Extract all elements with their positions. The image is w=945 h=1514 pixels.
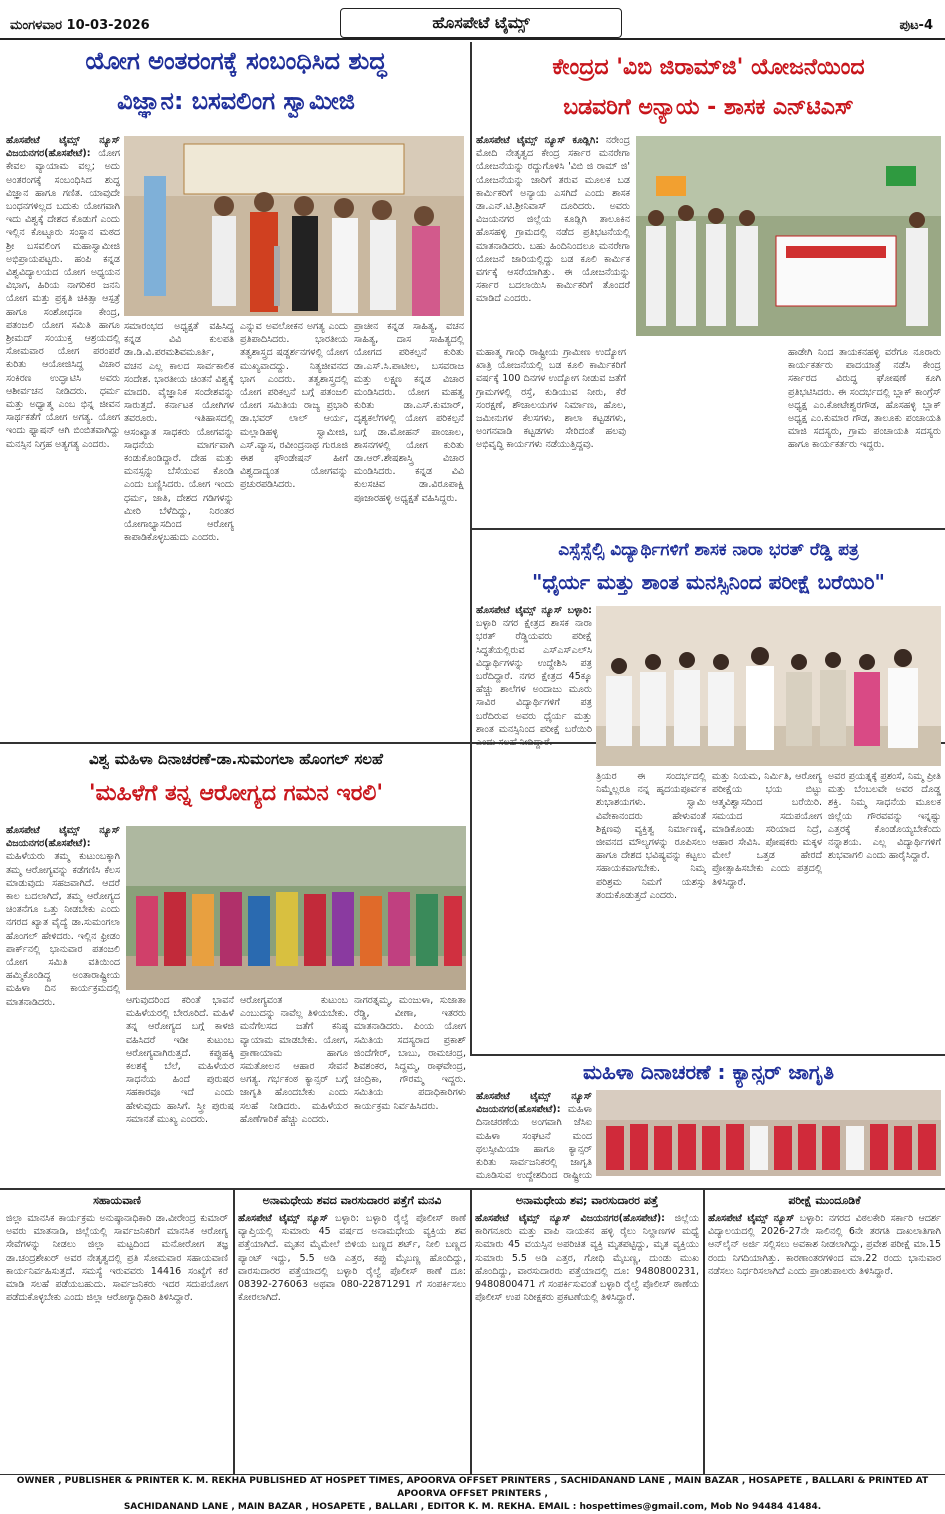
anon2-body: ಹೊಸಪೇಟೆ ಟೈಮ್ಸ್ ನ್ಯೂಸ್ ವಿಜಯನಗರ(ಹೊಸಪೇಟೆ): ಜಿಲ್ಲೆಯ ಕಾರಿಗನೂರು ಮತ್ತು ವಾಪಿ ನಾಯಕನ ಹಳ್ಳಿ ರೈಲು ನಿಲ್ದಾಣಗಳ ಮಧ್ಯೆ ಸುಮಾರು 45 ವಯಸ್ಸಿನ ಅಪರಿಚಿತ ವ್ಯಕ್ತಿ ಮೃತಪಟ್ಟಿದ್ದು, ಮೃತ ವ್ಯಕ್ತಿಯು ಸುಮಾರು 5.5 ಅಡಿ ಎತ್ತರ, ಗೋಧಿ ಮೈಬಣ್ಣ, ದುಂಡು ಮುಖ ಹೊಂದಿದ್ದು, ವಾರಸುದಾರರು ಪತ್ತೆಯಾದಲ್ಲಿ ದೂ: 9480800231, 9480800471 ಗೆ ಸಂಪರ್ಕಿಸುವಂತೆ ಬಳ್ಳಾರಿ ರೈಲ್ವೆ ಪೊಲೀಸ್ ಠಾಣೆಯ ಪೊಲೀಸ್ ಉಪ ನಿರೀಕ್ಷಕರು ಪ್ರಕಟಣೆಯಲ್ಲಿ ತಿಳಿಸಿದ್ದಾರೆ. <box>475 1213 699 1304</box>
sslc-col-2: ತ್ರಿಯರ ಈ ಸಂದರ್ಭದಲ್ಲಿ ನಿಮ್ಮೆಲ್ಲರೂ ನನ್ನ ಹೃದಯಪೂರ್ವಕ ಶುಭಾಶಯಗಳು. ಸ್ವಾಮಿ ವಿವೇಕಾನಂದರು ಹೇಳುವಂತೆ ಶಿಕ್ಷಣವು ವ್ಯಕ್ತಿತ್ವ ನಿರ್ಮಾಣಕ್ಕೆ, ಜೀವನದ ಮೌಲ್ಯಗಳನ್ನು ರೂಪಿಸಲು ಹಾಗೂ ದೇಶದ ಭವಿಷ್ಯವನ್ನು ಕಟ್ಟಲು ಸಹಾಯಕವಾಗಬೇಕು. ನಿಮ್ಮ ಪರಿಶ್ರಮ ನಿಮಗೆ ಯಶಸ್ಸು ತಂದುಕೊಡುತ್ತದೆ ಎಂದರು. <box>596 771 706 901</box>
dateline: ಹೊಸಪೇಟೆ ಟೈಮ್ಸ್ ನ್ಯೂಸ್ ವಿಜಯನಗರ(ಹೊಸಪೇಟೆ): <box>475 1213 665 1224</box>
yoga-col-1: ಹೊಸಪೇಟೆ ಟೈಮ್ಸ್ ನ್ಯೂಸ್ ವಿಜಯನಗರ(ಹೊಸಪೇಟೆ): ಯೋಗ ಕೇವಲ ವ್ಯಾಯಾಮ ವಲ್ಲ; ಅದು ಅಂತರಂಗಕ್ಕೆ ಸಂಬಂಧಿಸಿದ ಶುದ್ಧ ವಿಜ್ಞಾನ ಹಾಗೂ ಗಣಿತ. ಯಾವುದೇ ಬಂಧನಗಳಿಲ್ಲದ ಬದುಕು ಯೋಗವಾಗಿ ಇದು ವಿಶ್ವಕ್ಕೆ ದೇಶದ ಕೊಡುಗೆ ಎಂದು ಇಲ್ಲಿನ ಕೊಟ್ಟೂರು ಸಂಸ್ಥಾನ ಮಠದ ಶ್ರೀ ಬಸವಲಿಂಗ ಮಹಾಸ್ವಾಮೀಜಿ ಅಭಿಪ್ರಾಯಪಟ್ಟರು. ಹಂಪಿ ಕನ್ನಡ ವಿಶ್ವವಿದ್ಯಾಲಯದ ಯೋಗ ಅಧ್ಯಯನ ವಿಭಾಗ, ಹಿರಿಯ ನಾಗರಿಕರ ಜನನಿ ಯೋಗ ಮತ್ತು ಪ್ರಕೃತಿ ಚಿಕಿತ್ಸಾ ಆಸ್ಪತ್ರೆ ಹಾಗೂ ಸಂಶೋಧನಾ ಕೇಂದ್ರ, ಪತಂಜಲಿ ಯೋಗ ಸಮಿತಿ ಹಾಗೂ ಶ್ರೀಮದ್ ಸಂಯುಕ್ತ ಆಶ್ರಯದಲ್ಲಿ ಸೋಮವಾರ ಯೋಗ ಪರಂಪರೆ ಕುರಿತು ಆಯೋಜಿಸಿದ್ದ ವಿಚಾರ ಸಂಕಿರಣ ಉದ್ಘಾಟಿಸಿ ಅವರು ಆಶೀರ್ವಚನ ನೀಡಿದರು. ಧರ್ಮ ಮತ್ತು ಅಧ್ಯಾತ್ಮ ಎಂಬ ಭಿನ್ನ ಜೀವನ ಸಾರ್ಥಕತೆಗೆ ಯೋಗ ಅಗತ್ಯ. ಯೋಗ ಇಂದು ಫ್ಯಾಷನ್ ಆಗಿ ಬಿಂಬಿತವಾಗಿದ್ದು ಮನಸ್ಸಿನ ನಿಗ್ರಹ ಅತ್ಯಗತ್ಯ ಎಂದರು. <box>6 135 120 450</box>
sslc-col-1b <box>476 838 592 1050</box>
dateline: ಹೊಸಪೇಟೆ ಟೈಮ್ಸ್ ನ್ಯೂಸ್ ವಿಜಯನಗರ(ಹೊಸಪೇಟೆ): <box>476 1091 592 1116</box>
sslc-col-1: ಹೊಸಪೇಟೆ ಟೈಮ್ಸ್ ನ್ಯೂಸ್ ಬಳ್ಳಾರಿ: ಬಳ್ಳಾರಿ ನಗರ ಕ್ಷೇತ್ರದ ಶಾಸಕ ನಾರಾ ಭರತ್ ರೆಡ್ಡಿಯವರು ಪರೀಕ್ಷೆ ಸಿದ್ಧತೆಯಲ್ಲಿರುವ ಎಸ್‌ಎಸ್‌ಎಲ್‌ಸಿ ವಿದ್ಯಾರ್ಥಿಗಳನ್ನು ಉದ್ದೇಶಿಸಿ ಪತ್ರ ಬರೆದಿದ್ದಾರೆ. ನಗರ ಕ್ಷೇತ್ರದ 45ಕ್ಕೂ ಹೆಚ್ಚು ಶಾಲೆಗಳ ಅಂದಾಜು ಮೂರು ಸಾವಿರ ವಿದ್ಯಾರ್ಥಿಗಳಿಗೆ ಪತ್ರ ಬರೆದಿರುವ ಅವರು ಧೈರ್ಯ ಮತ್ತು ಶಾಂತ ಮನಸ್ಸಿನಿಂದ ಪರೀಕ್ಷೆ ಬರೆಯಿರಿ ಎಂದು ಸಲಹೆ ನೀಡಿದ್ದಾರೆ. <box>476 605 592 749</box>
vbg-col-1: ಹೊಸಪೇಟೆ ಟೈಮ್ಸ್ ನ್ಯೂಸ್ ಕೂಡ್ಲಿಗಿ: ನರೇಂದ್ರ ಮೋದಿ ನೇತೃತ್ವದ ಕೇಂದ್ರ ಸರ್ಕಾರ ಮನರೇಗಾ ಯೋಜನೆಯನ್ನು ರದ್ದುಗೊಳಿಸಿ 'ವಿಬಿ ಜಿ ರಾಮ್ ಜಿ' ಯೋಜನೆಯನ್ನು ಜಾರಿಗೆ ತರುವ ಮೂಲಕ ಬಡ ಕಾರ್ಮಿಕರಿಗೆ ಅನ್ಯಾಯ ಎಸಗಿದೆ ಎಂದು ಶಾಸಕ ಡಾ.ಎನ್.ಟಿ.ಶ್ರೀನಿವಾಸ್ ದೂರಿದರು. ಅವರು ವಿಜಯನಗರ ಜಿಲ್ಲೆಯ ಕೂಡ್ಲಿಗಿ ತಾಲೂಕಿನ ಹೊಸಹಳ್ಳಿ ಗ್ರಾಮದಲ್ಲಿ ನಡೆದ ಪ್ರತಿಭಟನೆಯಲ್ಲಿ ಮಾತನಾಡಿದರು. ಬಹು ಹಿಂದಿನಿಂದಲೂ ಮನರೇಗಾ ಯೋಜನೆ ಜಾರಿಯಲ್ಲಿದ್ದು ಬಡ ಕೂಲಿ ಕಾರ್ಮಿಕ ವರ್ಗಕ್ಕೆ ಆಸರೆಯಾಗಿತ್ತು. ಈ ಯೋಜನೆಯನ್ನು ಸರ್ಕಾರ ಬದಲಾಯಿಸಿ ಕಾರ್ಮಿಕರಿಗೆ ತೊಂದರೆ ಮಾಡಿದೆ ಎಂದರು. <box>476 135 630 305</box>
vbg-headline-1: ಕೇಂದ್ರದ 'ವಿಬಿ ಜಿರಾಮ್‌ಜಿ' ಯೋಜನೆಯಿಂದ <box>552 55 865 80</box>
yoga-event-photo <box>124 136 464 316</box>
yoga-headline-2: ವಿಜ್ಞಾನ: ಬಸವಲಿಂಗ ಸ್ವಾಮೀಜಿ <box>117 87 355 115</box>
dateline: ಹೊಸಪೇಟೆ ಟೈಮ್ಸ್ ನ್ಯೂಸ್ ಕೂಡ್ಲಿಗಿ: <box>476 135 599 146</box>
divider <box>470 1054 945 1056</box>
divider <box>470 528 945 530</box>
protest-photo <box>636 136 941 336</box>
masthead <box>0 0 945 40</box>
sslc-col-4: ಅವರ ಪ್ರಯತ್ನಕ್ಕೆ ಪ್ರಶಂಸೆ, ನಿಮ್ಮ ಪ್ರೀತಿ ಮತ್ತು ಬೆಂಬಲವೇ ಅವರ ದೊಡ್ಡ ಶಕ್ತಿ. ನಿಮ್ಮ ಸಾಧನೆಯ ಮೂಲಕ ಜಿಲ್ಲೆಯ ಗೌರವವನ್ನು ಇನ್ನಷ್ಟು ಎತ್ತರಕ್ಕೆ ಕೊಂಡೊಯ್ಯಬೇಕೆಂದು ನನ್ನಾಶಯ. ಎಲ್ಲ ವಿದ್ಯಾರ್ಥಿಗಳಿಗೆ ಶುಭವಾಗಲಿ ಎಂದು ಹಾರೈಸಿದ್ದಾರೆ. <box>828 771 941 862</box>
yoga-col-2: ಸಮಾರಂಭದ ಅಧ್ಯಕ್ಷತೆ ವಹಿಸಿದ್ದ ಕನ್ನಡ ವಿವಿ ಕುಲಪತಿ ಡಾ.ಡಿ.ವಿ.ಪರಮಶಿವಮೂರ್ತಿ, ವಚನ ಎಲ್ಲ ಕಾಲದ ಸಾರ್ವಕಾಲಿಕ ಸಂದೇಶ. ಭಾರತೀಯ ಚಿಂತನೆ ವಿಶ್ವಕ್ಕೆ ಮಾದರಿ. ವೈಜ್ಞಾನಿಕ ಸಂದೇಶವನ್ನು ಸಾರುತ್ತದೆ. ಕರ್ನಾಟಕ ಯೋಗಿಗಳ ತವರೂರು. ಇತಿಹಾಸದಲ್ಲಿ ಆಸಂಖ್ಯಾತ ಸಾಧಕರು ಯೋಗವನ್ನು ಸಾಧನೆಯ ಮಾರ್ಗವಾಗಿ ಕಂಡುಕೊಂಡಿದ್ದಾರೆ. ದೇಹ ಮತ್ತು ಮನಸ್ಸನ್ನು ಬೆಸೆಯುವ ಕೊಂಡಿ ಎಂದು ಬಣ್ಣಿಸಿದರು. ಯೋಗ ಇಂದು ಧರ್ಮ, ಜಾತಿ, ದೇಶದ ಗಡಿಗಳನ್ನು ಮೀರಿ ಬೆಳೆದಿದ್ದು, ನಿರಂತರ ಯೋಗಾಭ್ಯಾಸದಿಂದ ಆರೋಗ್ಯ ಕಾಪಾಡಿಕೊಳ್ಳಬಹುದು ಎಂದರು. <box>124 321 234 544</box>
vbg-col-3: ಹಾಡೇಗಿ ನಿಂದ ತಾಯಕನಹಳ್ಳಿ ವರೆಗೂ ನೂರಾರು ಕಾರ್ಯಕರ್ತರು ಪಾದಯಾತ್ರೆ ನಡೆಸಿ ಕೇಂದ್ರ ಸರ್ಕಾರದ ವಿರುದ್ಧ ಘೋಷಣೆ ಕೂಗಿ ಪ್ರತಿಭಟಿಸಿದರು. ಈ ಸಂದರ್ಭದಲ್ಲಿ ಬ್ಲಾಕ್ ಕಾಂಗ್ರೆಸ್ ಅಧ್ಯಕ್ಷ ಎಂ.ಕೋಟೇಶ್ವರಗೌಡ, ಹೊಸಹಳ್ಳಿ ಬ್ಲಾಕ್ ಅಧ್ಯಕ್ಷ ಎಂ.ಕುಮಾರ ಗೌಡ, ತಾಲೂಕು ಪಂಚಾಯತಿ ಮಾಜಿ ಸದಸ್ಯರು, ಗ್ರಾಮ ಪಂಚಾಯತಿ ಸದಸ್ಯರು ಹಾಗೂ ಕಾರ್ಯಕರ್ತರು ಇದ್ದರು. <box>788 347 941 451</box>
cancer-col-2 <box>600 1176 940 1186</box>
women-headline-1: ವಿಶ್ವ ಮಹಿಳಾ ದಿನಾಚರಣೆ-ಡಾ.ಸುಮಂಗಲಾ ಹೊಂಗಲ್ ಸಲಹೆ <box>88 750 384 768</box>
dateline: ಹೊಸಪೇಟೆ ಟೈಮ್ಸ್ ನ್ಯೂಸ್ <box>708 1213 795 1224</box>
women-headline-2: 'ಮಹಿಳೆಗೆ ತನ್ನ ಆರೋಗ್ಯದ ಗಮನ ಇರಲಿ' <box>88 781 384 806</box>
exam-body: ಹೊಸಪೇಟೆ ಟೈಮ್ಸ್ ನ್ಯೂಸ್ ಬಳ್ಳಾರಿ: ನಗರದ ವಿಠಲಕೇರಿ ಸರ್ಕಾರಿ ಆದರ್ಶ ವಿದ್ಯಾಲಯದಲ್ಲಿ 2026-27ನೇ ಸಾಲಿನಲ್ಲಿ 6ನೇ ತರಗತಿ ದಾಖಲಾತಿಗಾಗಿ ಆನ್‌ಲೈನ್ ಅರ್ಜಿ ಸಲ್ಲಿಸಲು ಅವಕಾಶ ನೀಡಲಾಗಿದ್ದು, ಪ್ರವೇಶ ಪರೀಕ್ಷೆ ಮಾ.15 ರಂದು ನಿಗದಿಯಾಗಿತ್ತು. ಕಾರಣಾಂತರಗಳಿಂದ ಮಾ.22 ರಂದು ಭಾನುವಾರ ನಡೆಸಲು ನಿರ್ಧರಿಸಲಾಗಿದೆ ಎಂದು ಪ್ರಾಂಶುಪಾಲರು ತಿಳಿಸಿದ್ದಾರೆ. <box>708 1213 941 1277</box>
yoga-headline-1: ಯೋಗ ಅಂತರಂಗಕ್ಕೆ ಸಂಬಂಧಿಸಿದ ಶುದ್ಧ <box>85 47 387 75</box>
vbg-headline-2: ಬಡವರಿಗೆ ಅನ್ಯಾಯ - ಶಾಸಕ ಎನ್‌ಟಿಎಸ್ <box>563 95 854 120</box>
cancer-col-1: ಹೊಸಪೇಟೆ ಟೈಮ್ಸ್ ನ್ಯೂಸ್ ವಿಜಯನಗರ(ಹೊಸಪೇಟೆ): ಮಹಿಳಾ ದಿನಾಚರಣೆಯ ಅಂಗವಾಗಿ ಜೆಸಿಐ ಮಹಿಳಾ ಸಂಘಟನೆ ಮಂದ ಥಲಸ್ಸೀಮಿಯಾ ಹಾಗೂ ಕ್ಯಾನ್ಸರ್ ಕುರಿತು ಸಾರ್ವಜನಿಕರಲ್ಲಿ ಜಾಗೃತಿ ಮೂಡಿಸುವ ಉದ್ದೇಶದಿಂದ ರಾಷ್ಟ್ರೀಯ <box>476 1091 592 1182</box>
cancer-awareness-photo <box>596 1090 941 1176</box>
anon2-title: ಅನಾಮಧೇಯ ಶವ; ವಾರಸುದಾರರ ಪತ್ತೆ <box>515 1194 659 1207</box>
imprint-footer <box>0 1474 945 1512</box>
divider <box>0 1188 945 1190</box>
divider <box>470 1188 472 1474</box>
sslc-headline-1: ಎಸ್ಸೆಸ್ಸೆಲ್ಸಿ ವಿದ್ಯಾರ್ಥಿಗಳಿಗೆ ಶಾಸಕ ನಾರಾ ಭರತ್ ರೆಡ್ಡಿ ಪತ್ರ <box>558 540 859 560</box>
women-col-4: ನಾಗರತ್ನಮ್ಮ, ಮಂಜುಳಾ, ಸುಜಾತಾ ರೆಡ್ಡಿ, ವೀಣಾ, ಇತರರು ಮಾತನಾಡಿದರು. ಪಿಂಯ ಯೋಗ ಸಮಿತಿಯ ಸದಸ್ಯರಾದ ಪ್ರಕಾಶ್ ಜಿಂದೆಗೇರ್, ಬಾಬು, ರಾಮಚಂದ್ರ, ಶಿವಶಂಕರ, ಸಿದ್ದಮ್ಮ, ರಾಘವೇಂದ್ರ, ಚಂದ್ರಿಕಾ, ಗೌರಮ್ಮ ಇದ್ದರು. ಸಮಿತಿಯ ಪದಾಧಿಕಾರಿಗಳು ಕಾರ್ಯಕ್ರಮ ನಿರ್ವಹಿಸಿದರು. <box>354 995 466 1112</box>
divider <box>703 1188 705 1474</box>
page-number: ಪುಟ-4 <box>899 18 933 33</box>
imprint-line-2: SACHIDANAND LANE , MAIN BAZAR , HOSAPETE , BALLARI , EDITOR K. M. REKHA. EMAIL : hospettimes@gmail.com, Mob No 94484 41484. <box>123 1502 822 1512</box>
women-col-3: ಆರೋಗ್ಯವಂತ ಕುಟುಂಬ ಎಂಬುದನ್ನು ನಾವೆಲ್ಲ ತಿಳಿಯಬೇಕು. ಮನೆಗೆಲಸದ ಜತೆಗೆ ಕನಿಷ್ಠ ವ್ಯಾಯಾಮ ಮಾಡಬೇಕು. ಯೋಗ, ಪ್ರಾಣಾಯಾಮ ಹಾಗೂ ಸಮತೋಲನ ಆಹಾರ ಸೇವನೆ ಅಗತ್ಯ. ಗರ್ಭಕಂಠ ಕ್ಯಾನ್ಸರ್ ಬಗ್ಗೆ ಜಾಗೃತಿ ಹೊಂದಬೇಕು ಎಂದು ಸಲಹೆ ನೀಡಿದರು. ಮಹಿಳೆಯರ ಹೊಣೆಗಾರಿಕೆ ಹೆಚ್ಚು ಎಂದರು. <box>240 995 348 1125</box>
imprint-line-1: OWNER , PUBLISHER & PRINTER K. M. REKHA PUBLISHED AT HOSPET TIMES, APOORVA OFFSET PRINTERS , SACHIDANAND LANE , MAIN BAZAR , HOSAPETE , BALLARI & PRINTED AT APOORVA OFFSET PRINTERS , <box>16 1476 929 1499</box>
sslc-col-3: ಮತ್ತು ನಿಯಮ, ನಿರ್ಮಿತಿ, ಆರೋಗ್ಯ ಪರೀಕ್ಷೆಯ ಭಯ ಬಿಟ್ಟು ಆತ್ಮವಿಶ್ವಾಸದಿಂದ ಬರೆಯಿರಿ. ಸಮಯದ ಸದುಪಯೋಗ ಮಾಡಿಕೊಂಡು ಸರಿಯಾದ ನಿದ್ರೆ, ಆಹಾರ ಸೇವಿಸಿ. ಪೋಷಕರು ಮಕ್ಕಳ ಮೇಲೆ ಒತ್ತಡ ಹೇರದೆ ಪ್ರೋತ್ಸಾಹಿಸಬೇಕು ಎಂದು ಪತ್ರದಲ್ಲಿ ತಿಳಿಸಿದ್ದಾರೆ. <box>712 771 822 888</box>
vbg-col-2: ಮಹಾತ್ಮ ಗಾಂಧಿ ರಾಷ್ಟ್ರೀಯ ಗ್ರಾಮೀಣ ಉದ್ಯೋಗ ಖಾತ್ರಿ ಯೋಜನೆಯಲ್ಲಿ ಬಡ ಕೂಲಿ ಕಾರ್ಮಿಕರಿಗೆ ವರ್ಷಕ್ಕೆ 100 ದಿನಗಳ ಉದ್ಯೋಗ ನೀಡುವ ಜತೆಗೆ ಗ್ರಾಮಗಳಲ್ಲಿ ರಸ್ತೆ, ಕುಡಿಯುವ ನೀರು, ಕೆರೆ ಸಂರಕ್ಷಣೆ, ಶೌಚಾಲಯಗಳ ನಿರ್ಮಾಣ, ಹೊಲ, ಜಮೀನುಗಳ ಕೆಲಸಗಳು, ಶಾಲಾ ಕಟ್ಟಡಗಳು, ಅಂಗನವಾಡಿ ಕಟ್ಟಡಗಳು ಸೇರಿದಂತೆ ಹಲವು ಅಭಿವೃದ್ಧಿ ಕಾರ್ಯಗಳು ನಡೆಯುತ್ತಿದ್ದವು. <box>476 347 626 451</box>
dateline: ಹೊಸಪೇಟೆ ಟೈಮ್ಸ್ ನ್ಯೂಸ್ <box>238 1213 329 1224</box>
divider <box>470 742 472 1054</box>
divider <box>233 1188 235 1474</box>
women-col-2: ಆಗುವುದರಿಂದ ಕರಿಂತೆ ಭಾವನೆ ಮಹಿಳೆಯರಲ್ಲಿ ಬೇರೂರಿದೆ. ಮಹಿಳೆ ತನ್ನ ಆರೋಗ್ಯದ ಬಗ್ಗೆ ಕಾಳಜಿ ವಹಿಸಿದರೆ ಇಡೀ ಕುಟುಂಬ ಆರೋಗ್ಯವಾಗಿರುತ್ತದೆ. ಕಪ್ಪುಹಕ್ಕಿ ಕಲಶಕ್ಕೆ ಬೆಲೆ, ಮಹಿಳೆಯರ ಸಾಧನೆಯ ಹಿಂದೆ ಪುರುಷರ ಸಹಕಾರವೂ ಇದೆ ಎಂದು ಹೇಳುವುದು ಹಾಸಿಗೆ. ಸ್ತ್ರೀ ಪುರುಷ ಸಮಾನತೆ ಮುಖ್ಯ ಎಂದರು. <box>126 995 234 1125</box>
sslc-headline-2: "ಧೈರ್ಯ ಮತ್ತು ಶಾಂತ ಮನಸ್ಸಿನಿಂದ ಪರೀಕ್ಷೆ ಬರೆಯಿರಿ" <box>532 570 885 594</box>
newspaper-title: ಹೊಸಪೇಟೆ ಟೈಮ್ಸ್ <box>340 8 622 38</box>
womens-day-photo <box>126 826 466 990</box>
anon1-body: ಹೊಸಪೇಟೆ ಟೈಮ್ಸ್ ನ್ಯೂಸ್ ಬಳ್ಳಾರಿ: ಬಳ್ಳಾರಿ ರೈಲ್ವೆ ಪೊಲೀಸ್ ಠಾಣೆ ವ್ಯಾಪ್ತಿಯಲ್ಲಿ ಸುಮಾರು 45 ವರ್ಷದ ಅನಾಮಧೇಯ ವ್ಯಕ್ತಿಯ ಶವ ಪತ್ತೆಯಾಗಿದೆ. ಮೃತನ ಮೈಮೇಲೆ ಬಿಳಿಯ ಬಣ್ಣದ ಶರ್ಟ್, ನೀಲಿ ಬಣ್ಣದ ಪ್ಯಾಂಟ್ ಇದ್ದು, 5.5 ಅಡಿ ಎತ್ತರ, ಕಪ್ಪು ಮೈಬಣ್ಣ ಹೊಂದಿದ್ದು, ವಾರಸುದಾರರ ಪತ್ತೆಯಾದಲ್ಲಿ ಬಳ್ಳಾರಿ ರೈಲ್ವೆ ಪೊಲೀಸ್ ಠಾಣೆ ದೂ: 08392-276063 ಅಥವಾ 080-22871291 ಗೆ ಸಂಪರ್ಕಿಸಲು ಕೋರಲಾಗಿದೆ. <box>238 1213 466 1304</box>
anon1-title: ಅನಾಮಧೇಯ ಶವದ ವಾರಸುದಾರರ ಪತ್ತೆಗೆ ಮನವಿ <box>262 1194 442 1207</box>
students-photo <box>596 606 941 766</box>
helpline-title: ಸಹಾಯವಾಣಿ <box>93 1194 141 1207</box>
yoga-col-3: ಎನ್ನುವ ಅವಲೋಕನ ಅಗತ್ಯ ಎಂದು ಪ್ರತಿಪಾದಿಸಿದರು. ಭಾರತೀಯ ತತ್ವಶಾಸ್ತ್ರದ ಷಡ್ದರ್ಶನಗಳಲ್ಲಿ ಯೋಗ ಮುಖ್ಯವಾದದ್ದು. ನಿತ್ಯಜೀವನದ ಭಾಗ ಎಂದರು. ತತ್ವಶಾಸ್ತ್ರದಲ್ಲಿ ಯೋಗ ಪರಿಕಲ್ಪನೆ ಬಗ್ಗೆ ಪತಂಜಲಿ ಯೋಗ ಸಮಿತಿಯ ರಾಜ್ಯ ಪ್ರಭಾರಿ ಡಾ.ಭವರ್ ಲಾಲ್ ಆರ್ಯ, ಮಲ್ಲಾಡಿಹಳ್ಳಿ ಸ್ವಾಮೀಜಿ, ಎಸ್.ವ್ಯಾಸ, ರವೀಂದ್ರನಾಥ ಗುರೂಜಿ ಈಶ ಫೌಂಡೇಷನ್ ಹೀಗೆ ವಿಶ್ವದಾದ್ಯಂತ ಯೋಗವನ್ನು ಪ್ರಚುರಪಡಿಸಿದರು. <box>240 321 348 491</box>
vbg-col-2b <box>632 346 782 524</box>
dateline: ಹೊಸಪೇಟೆ ಟೈಮ್ಸ್ ನ್ಯೂಸ್ ವಿಜಯನಗರ(ಹೊಸಪೇಟೆ): <box>6 135 120 160</box>
exam-title: ಪರೀಕ್ಷೆ ಮುಂದೂಡಿಕೆ <box>788 1194 861 1207</box>
divider <box>470 42 472 742</box>
dateline: ಹೊಸಪೇಟೆ ಟೈಮ್ಸ್ ನ್ಯೂಸ್ ವಿಜಯನಗರ(ಹೊಸಪೇಟೆ): <box>6 825 120 850</box>
helpline-body: ಜಿಲ್ಲಾ ಮಾನಸಿಕ ಕಾರ್ಯಕ್ರಮ ಅನುಷ್ಠಾನಾಧಿಕಾರಿ ಡಾ.ವೀರೇಂದ್ರ ಕುಮಾರ್ ಅವರು ಮಾತನಾಡಿ, ಜಿಲ್ಲೆಯಲ್ಲಿ ಸಾರ್ವಜನಿಕರಿಗೆ ಮಾನಸಿಕ ಆರೋಗ್ಯ ಸೇವೆಗಳನ್ನು ನೀಡಲು ಜಿಲ್ಲಾ ಮಟ್ಟದಿಂದ ಮನೋರೋಗ ತಜ್ಞ ಡಾ.ಚಂದ್ರಶೇಖರ್ ಅವರ ನೇತೃತ್ವದಲ್ಲಿ ಪ್ರತಿ ಸೋಮವಾರ ಸಹಾಯವಾಣಿ ಕಾರ್ಯನಿರ್ವಹಿಸುತ್ತದೆ. ಸಮಸ್ಯೆ ಇರುವವರು 14416 ಸಂಖ್ಯೆಗೆ ಕರೆ ಮಾಡಿ ಸಲಹೆ ಪಡೆಯಬಹುದು. ಸಾರ್ವಜನಿಕರು ಇದರ ಸದುಪಯೋಗ ಪಡೆದುಕೊಳ್ಳಬೇಕು ಎಂದು ಜಿಲ್ಲಾ ಆರೋಗ್ಯಾಧಿಕಾರಿ ತಿಳಿಸಿದ್ದಾರೆ. <box>6 1213 228 1304</box>
issue-date: ಮಂಗಳವಾರ 10-03-2026 <box>10 18 150 33</box>
women-col-1: ಹೊಸಪೇಟೆ ಟೈಮ್ಸ್ ನ್ಯೂಸ್ ವಿಜಯನಗರ(ಹೊಸಪೇಟೆ): ಮಹಿಳೆಯರು ತಮ್ಮ ಕುಟುಂಬಕ್ಕಾಗಿ ತಮ್ಮ ಆರೋಗ್ಯವನ್ನು ಕಡೆಗಣಿಸಿ ಕೆಲಸ ಮಾಡುವುದು ಸಹಜವಾಗಿದೆ. ಆದರೆ ಕಾಲ ಬದಲಾಗಿದೆ, ತಮ್ಮ ಆರೋಗ್ಯದ ಚಿಂತನೆಗೂ ಒತ್ತು ನೀಡಬೇಕು ಎಂದು ನಗರದ ಖ್ಯಾತ ವೈದ್ಯೆ ಡಾ.ಸುಮಂಗಲಾ ಹೊಂಗಲ್ ಹೇಳಿದರು. ಇಲ್ಲಿನ ಫ್ರೀಡಂ ಪಾರ್ಕ್‌ನಲ್ಲಿ ಭಾನುವಾರ ಪತಂಜಲಿ ಯೋಗ ಸಮಿತಿ ವತಿಯಿಂದ ಹಮ್ಮಿಕೊಂಡಿದ್ದ ಅಂತಾರಾಷ್ಟ್ರೀಯ ಮಹಿಳಾ ದಿನ ಕಾರ್ಯಕ್ರಮದಲ್ಲಿ ಮಾತನಾಡಿದರು. <box>6 825 120 1008</box>
cancer-headline: ಮಹಿಳಾ ದಿನಾಚರಣೆ : ಕ್ಯಾನ್ಸರ್ ಜಾಗೃತಿ <box>583 1060 834 1084</box>
yoga-col-4: ಪ್ರಾಚೀನ ಕನ್ನಡ ಸಾಹಿತ್ಯ, ವಚನ ಸಾಹಿತ್ಯ, ದಾಸ ಸಾಹಿತ್ಯದಲ್ಲಿ ಯೋಗದ ಪರಿಕಲ್ಪನೆ ಕುರಿತು ಡಾ.ಎಸ್.ಸಿ.ಪಾಟೀಲ, ಬಸವರಾಜ ಮತ್ತು ಲಕ್ಷ್ಮಣ ಕನ್ನಡ ವಿಚಾರ ಮಂಡಿಸಿದರು. ಯೋಗ ಮಹತ್ವ ಕುರಿತು ಡಾ.ಎಸ್.ಕುಮಾರ್, ದೃಶ್ಯಕಲೆಗಳಲ್ಲಿ ಯೋಗ ಪರಿಕಲ್ಪನೆ ಬಗ್ಗೆ ಡಾ.ಮೋಹನ್ ಪಾಂಚಾಲ, ಶಾಸನಗಳಲ್ಲಿ ಯೋಗ ಕುರಿತು ಡಾ.ಆರ್.ಶೇಷಶಾಸ್ತ್ರಿ ವಿಚಾರ ಮಂಡಿಸಿದರು. ಕನ್ನಡ ವಿವಿ ಕುಲಸಚಿವ ಡಾ.ವಿರೂಪಾಕ್ಷಿ ಪೂಜಾರಹಳ್ಳಿ ಅಧ್ಯಕ್ಷತೆ ವಹಿಸಿದ್ದರು. <box>354 321 464 504</box>
dateline: ಹೊಸಪೇಟೆ ಟೈಮ್ಸ್ ನ್ಯೂಸ್ ಬಳ್ಳಾರಿ: <box>476 605 592 616</box>
